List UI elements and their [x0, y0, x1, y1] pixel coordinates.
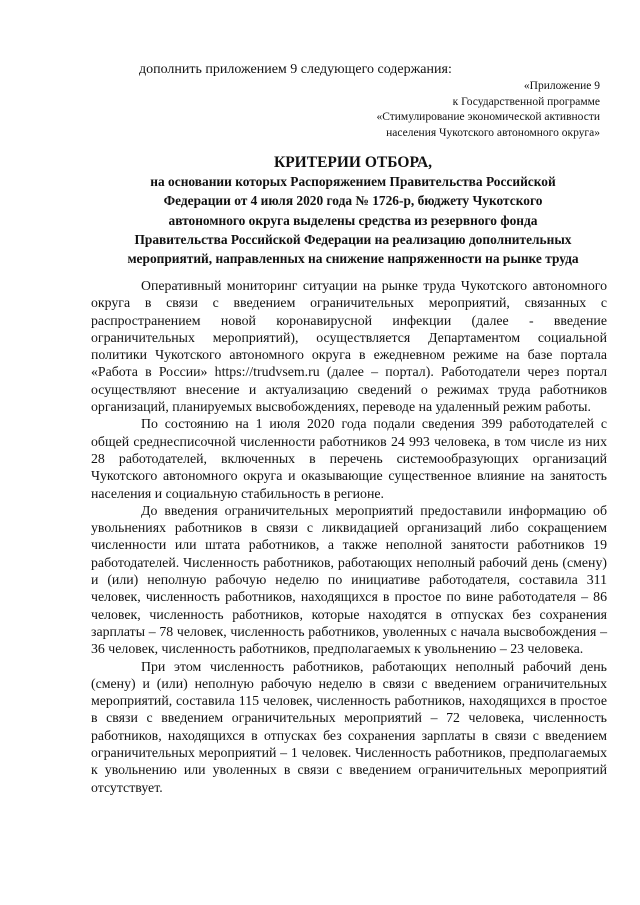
- appendix-header: [300, 79, 600, 141]
- paragraph-before-restrictions: До введения ограничительных мероприятий предоставили информацию об увольнениях работников в связи с ликвидацией организаций либо сокращением численности или штата работников, а также неполной занятости работников 19 работодателей. Численность работников, работающих неполный рабочий день (смену) и (или) неполную рабочую неделю по инициативе работодателя, составила 311 человек, численность работников, находящихся в простое по вине работодателя – 86 человек, численность работников, которые находятся в отпусках без сохранения зарплаты – 78 человек, численность работников, уволенных с начала высвобождения – 36 человек, численность работников, предполагаемых к увольнению – 23 человека.: [91, 502, 607, 657]
- appendix-line-2: к Государственной программе: [452, 95, 600, 108]
- paragraph-employers-count: По состоянию на 1 июля 2020 года подали сведения 399 работодателей с общей среднесписочной численности работников 24 993 человека, в том числе из них 28 работодателей, включенных в перечень системообразующих организаций Чукотского автономного округа и оказывающие существенное влияние на занятость населения и социальную стабильность в регионе.: [91, 416, 607, 501]
- title-block: [100, 153, 606, 268]
- appendix-line-3: «Стимулирование экономической активности: [376, 111, 600, 123]
- document-subtitle: на основании которых Распоряжением Правительства Российской Федерации от 4 июля 2020 года № 1726-р, бюджету Чукотского автономного округа выделены средства из резервного фонда Правительства Российской Федерации на реализацию дополнительных мероприятий, направленных на снижение напряженности на рынке труда: [127, 174, 579, 267]
- appendix-line-4: населения Чукотского автономного округа»: [386, 126, 600, 139]
- document-body: [91, 277, 607, 796]
- paragraph-monitoring: Оперативный мониторинг ситуации на рынке труда Чукотского автономного округа в связи с введением ограничительных мероприятий, связанных с распространением новой коронавирусной инфекции (далее - введение ограничительных мероприятий), осуществляется Департаментом социальной политики Чукотского автономного округа в ежедневном режиме на базе портала «Работа в России» https://trudvsem.ru (далее – портал). Работодатели через портал осуществляют внесение и актуализацию сведений о режимах труда работников организаций, планируемых высвобождениях, переводе на удаленный режим работы.: [91, 278, 607, 415]
- intro-line: дополнить приложением 9 следующего содержания:: [139, 62, 452, 77]
- document-title: КРИТЕРИИ ОТБОРА,: [273, 154, 433, 171]
- paragraph-after-restrictions: При этом численность работников, работающих неполный рабочий день (смену) и (или) неполную рабочую неделю в связи с введением ограничительных мероприятий, составила 115 человек, численность работников, находящихся в простое в связи с введением ограничительных мероприятий – 72 человека, численность работников, находящихся в отпусках без сохранения зарплаты в связи с введением ограничительных мероприятий – 1 человек. Численность работников, предполагаемых к увольнению или уволенных в связи с введением ограничительных мероприятий отсутствует.: [91, 658, 607, 795]
- appendix-line-1: «Приложение 9: [523, 80, 600, 92]
